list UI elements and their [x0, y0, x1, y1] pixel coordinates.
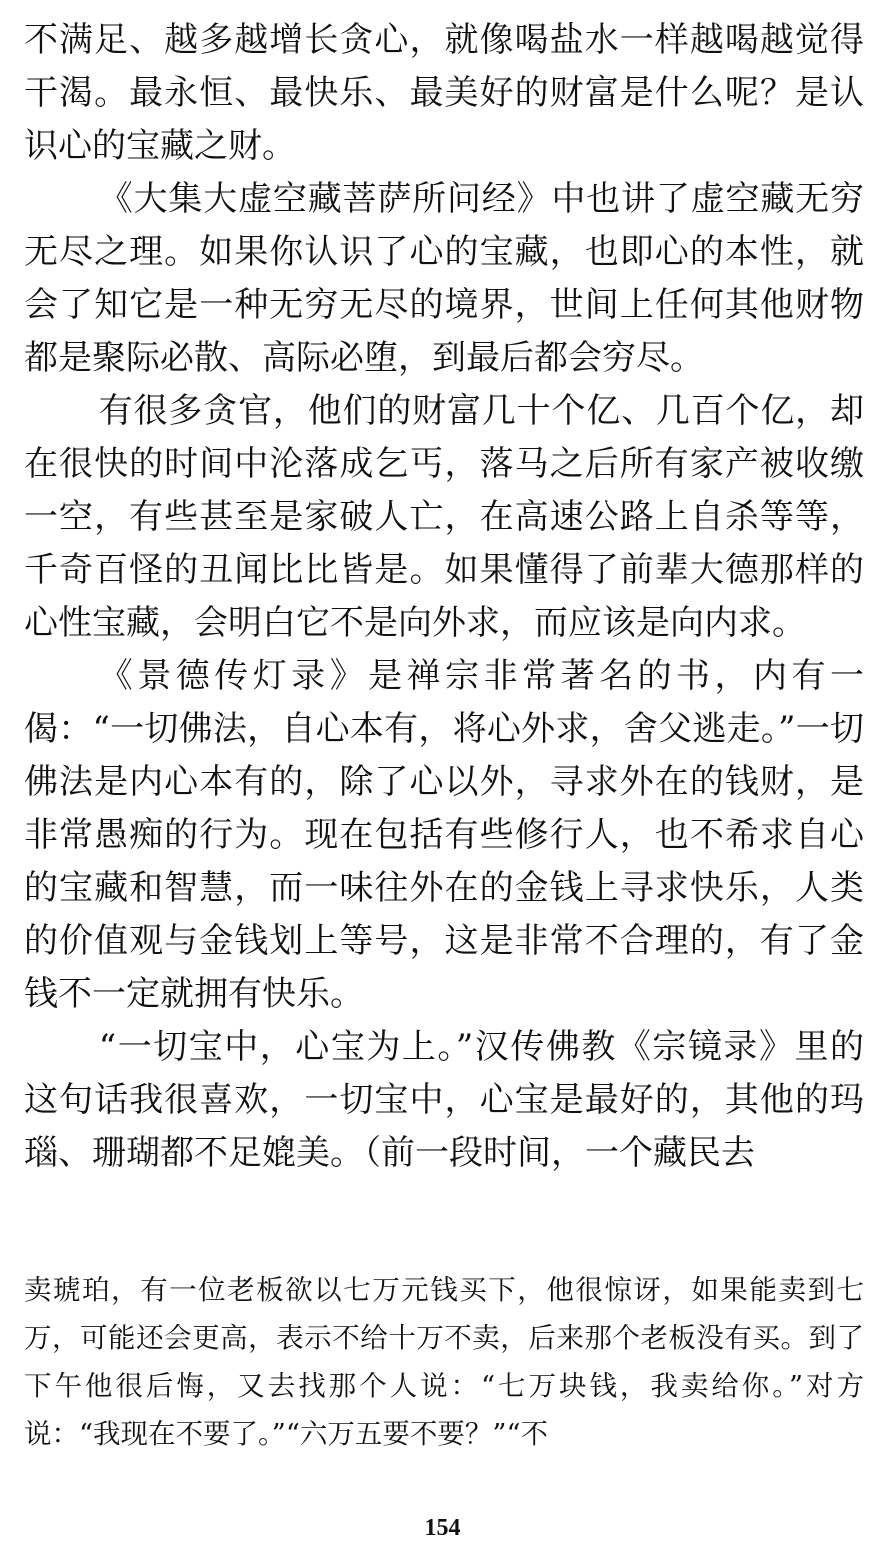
paragraph: “一切宝中，心宝为上。”汉传佛教《宗镜录》里的这句话我很喜欢，一切宝中，心宝是最好的，其他的玛瑙、珊瑚都不足媲美。（前一段时间，一个藏民去	[24, 1027, 864, 1173]
paragraph: 不满足、越多越增长贪心，就像喝盐水一样越喝越觉得干渴。最永恒、最快乐、最美好的财富是什么呢？是认识心的宝藏之财。	[24, 20, 864, 166]
paragraph: 有很多贪官，他们的财富几十个亿、几百个亿，却在很快的时间中沦落成乞丐，落马之后所有家产被收缴一空，有些甚至是家破人亡，在高速公路上自杀等等，千奇百怪的丑闻比比皆是。如果懂得了前辈大德那样的心性宝藏，会明白它不是向外求，而应该是向内求。	[24, 391, 864, 643]
paragraph: 《大集大虚空藏菩萨所问经》中也讲了虚空藏无穷无尽之理。如果你认识了心的宝藏，也即心的本性，就会了知它是一种无穷无尽的境界，世间上任何其他财物都是聚际必散、高际必堕，到最后都会穷尽。	[24, 179, 864, 378]
main-text	[24, 14, 864, 1180]
paragraph: 《景德传灯录》是禅宗非常著名的书，内有一偈：“一切佛法，自心本有，将心外求，舍父逃走。”一切佛法是内心本有的，除了心以外，寻求外在的钱财，是非常愚痴的行为。现在包括有些修行人，也不希求自心的宝藏和智慧，而一味往外在的金钱上寻求快乐，人类的价值观与金钱划上等号，这是非常不合理的，有了金钱不一定就拥有快乐。	[24, 656, 864, 1014]
parenthetical-note: 卖琥珀，有一位老板欲以七万元钱买下，他很惊讶，如果能卖到七万，可能还会更高，表示不给十万不卖，后来那个老板没有买。到了下午他很后悔，又去找那个人说：“七万块钱，我卖给你。”对方说：“我现在不要了。”“六万五要不要？”“不	[24, 1274, 864, 1450]
page-number: 154	[424, 1515, 461, 1541]
